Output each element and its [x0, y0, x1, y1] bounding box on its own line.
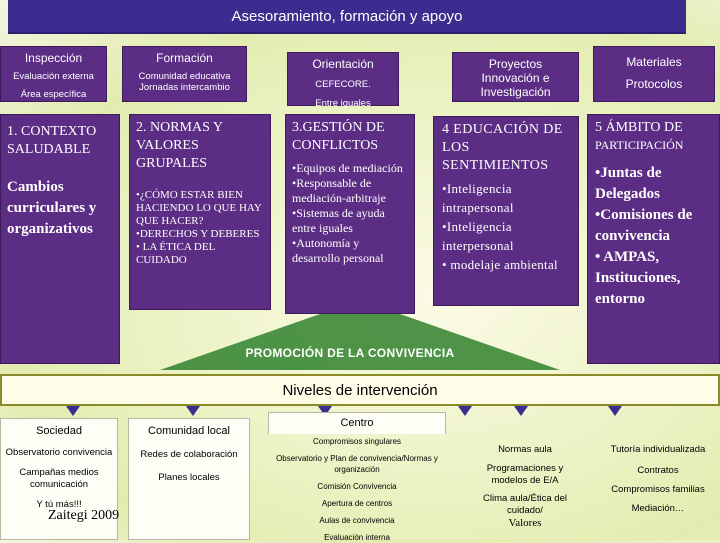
promotion-label: PROMOCIÓN DE LA CONVIVENCIA	[245, 346, 455, 360]
box-item: •Inteligencia interpersonal	[442, 219, 514, 253]
level-title: Comunidad local	[148, 425, 230, 437]
box-item: • AMPAS, Instituciones, entorno	[595, 249, 681, 307]
level-item: Y tú más!!!	[36, 499, 82, 510]
top-box-line: Protocolos	[625, 77, 683, 91]
levels-bar: Niveles de intervención	[0, 374, 720, 406]
level-comunidad	[128, 418, 250, 540]
level-item: Apertura de centros	[321, 499, 393, 508]
box-item: •DERECHOS Y DEBERES	[136, 228, 260, 240]
top-box-line: Entre iguales	[315, 98, 371, 109]
level-item: Redes de colaboración	[140, 449, 238, 460]
top-box-materiales	[593, 46, 715, 102]
level-item: Programaciones y modelos de E/A	[486, 463, 564, 486]
box-item: •Inteligencia intrapersonal	[442, 181, 514, 215]
box-item: •Sistemas de ayuda entre iguales	[292, 206, 385, 235]
top-box-title: Orientación	[312, 57, 374, 71]
level-item: Observatorio convivencia	[5, 447, 113, 458]
box-item: • modelaje ambiental	[442, 257, 558, 272]
box-gestion-conflictos	[285, 114, 415, 314]
level-item: Contratos	[637, 465, 679, 476]
level-item: Mediación…	[631, 503, 685, 514]
box-item: • LA ÉTICA DEL CUIDADO	[136, 241, 215, 266]
top-box-line: CEFECORE.	[315, 79, 371, 90]
box-subheading: Cambios curriculares y organizativos	[7, 179, 97, 237]
level-item: Observatorio y Plan de convivencia/Normas y organización	[276, 454, 438, 474]
top-box-title: Formación	[156, 51, 213, 65]
top-box-line: Comunidad educativa Jornadas intercambio	[138, 71, 231, 93]
level-title: Normas aula	[498, 444, 552, 455]
level-item: Planes locales	[158, 472, 220, 483]
box-heading: 5 ÁMBITO DE	[595, 120, 683, 135]
box-heading: 1. CONTEXTO SALUDABLE	[7, 124, 97, 157]
level-item: Campañas medios comunicación	[19, 467, 99, 490]
level-centro	[262, 436, 452, 543]
top-box-title: Inspección	[24, 51, 83, 65]
top-box-line: Área específica	[20, 89, 87, 100]
level-item: Valores	[508, 517, 542, 529]
level-item: Aulas de convivencia	[319, 516, 395, 525]
top-box-orientacion	[287, 52, 399, 109]
signature: Zaitegi 2009	[48, 508, 120, 523]
box-contexto-saludable	[0, 114, 120, 364]
box-item: •Responsable de mediación-arbitraje	[292, 176, 386, 205]
level-item: Compromisos familias	[611, 484, 705, 495]
down-arrow-icon	[608, 406, 622, 416]
down-arrow-icon	[458, 406, 472, 416]
box-heading: 3.GESTIÓN DE CONFLICTOS	[292, 120, 385, 153]
box-educacion-sentimientos	[433, 116, 579, 306]
top-box-line: Evaluación externa	[13, 71, 94, 82]
page-banner: Asesoramiento, formación y apoyo	[8, 0, 686, 34]
box-heading-2: PARTICIPACIÓN	[595, 138, 684, 152]
box-item: •Equipos de mediación	[292, 161, 403, 175]
down-arrow-icon	[186, 406, 200, 416]
top-box-proyectos	[452, 52, 579, 102]
down-arrow-icon	[514, 406, 528, 416]
box-item: •Autonomía y desarrollo personal	[292, 236, 384, 265]
box-heading: 4 EDUCACIÓN DE LOS SENTIMIENTOS	[442, 122, 563, 173]
box-item: •¿CÓMO ESTAR BIEN HACIENDO LO QUE HAY QUE HACER?	[136, 189, 262, 227]
level-item: Clima aula/Ética del cuidado/	[483, 493, 567, 516]
top-box-title: Materiales	[626, 55, 682, 69]
box-item: •Juntas de Delegados	[595, 165, 662, 202]
box-ambito-participacion	[587, 114, 720, 364]
top-box-inspeccion	[0, 46, 107, 102]
down-arrow-icon	[66, 406, 80, 416]
level-item: Compromisos singulares	[312, 437, 402, 446]
level-item: Comisión Convivencia	[317, 482, 397, 491]
box-item: •Comisiones de convivencia	[595, 207, 693, 244]
level-title: Centro	[340, 417, 374, 429]
level-tutoria	[596, 444, 720, 514]
level-centro-title-box	[268, 412, 446, 434]
box-normas-valores	[129, 114, 271, 310]
level-item: Evaluación interna	[324, 533, 390, 542]
level-title: Sociedad	[36, 425, 82, 437]
top-box-formacion	[122, 46, 247, 102]
top-box-title: Proyectos Innovación e Investigación	[480, 57, 551, 99]
box-heading: 2. NORMAS Y VALORES GRUPALES	[136, 120, 223, 171]
level-title: Tutoría individualizada	[610, 444, 706, 455]
level-aula	[470, 444, 580, 529]
